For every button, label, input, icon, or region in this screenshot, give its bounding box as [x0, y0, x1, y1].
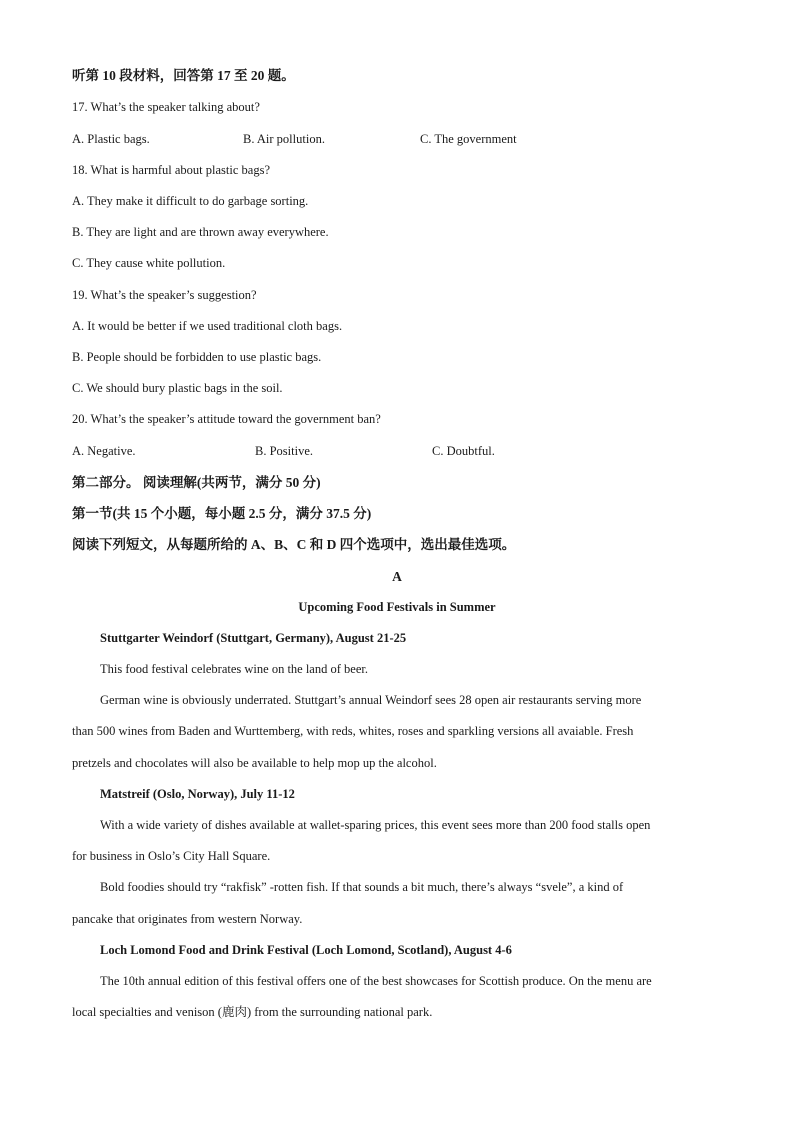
- festival-2-paragraph-2-line-1: Bold foodies should try “rakfisk” -rotten fish. If that sounds a bit much, there’s always “svele”, a kind of: [100, 880, 624, 894]
- festival-3-heading: Loch Lomond Food and Drink Festival (Loch Lomond, Scotland), August 4-6: [100, 943, 512, 957]
- question-17-options: [72, 133, 722, 147]
- question-19-option-c: C. We should bury plastic bags in the soil.: [72, 381, 283, 395]
- question-18-option-a: A. They make it difficult to do garbage sorting.: [72, 194, 309, 208]
- festival-1-paragraph-1: This food festival celebrates wine on the land of beer.: [100, 662, 368, 676]
- festival-2-paragraph-2-line-2: pancake that originates from western Norway.: [72, 912, 303, 926]
- festival-2-paragraph-1-line-2: for business in Oslo’s City Hall Square.: [72, 849, 271, 863]
- festival-3-paragraph-1-line-2: local specialties and venison (鹿肉) from the surrounding national park.: [72, 1005, 433, 1019]
- question-20-stem: 20. What’s the speaker’s attitude toward the government ban?: [72, 412, 381, 426]
- reading-part-heading: 第二部分。 阅读理解(共两节，满分 50 分): [72, 475, 321, 490]
- festival-1-paragraph-2-line-2: than 500 wines from Baden and Wurttemberg, with reds, whites, roses and sparkling versions all avaiable. Fresh: [72, 724, 634, 738]
- question-20-options: [72, 445, 722, 459]
- option-a: A. Negative.: [72, 444, 136, 458]
- option-b: B. Positive.: [255, 444, 313, 458]
- question-19-option-b: B. People should be forbidden to use plastic bags.: [72, 350, 322, 364]
- festival-2-paragraph-1-line-1: With a wide variety of dishes available at wallet-sparing prices, this event sees more than 200 food stalls open: [100, 818, 651, 832]
- listening-section-heading: 听第 10 段材料，回答第 17 至 20 题。: [72, 68, 295, 83]
- festival-3-paragraph-1-line-1: The 10th annual edition of this festival offers one of the best showcases for Scottish produce. On the menu are: [100, 974, 652, 988]
- question-18-option-b: B. They are light and are thrown away everywhere.: [72, 225, 329, 239]
- reading-section-heading: 第一节(共 15 个小题，每小题 2.5 分，满分 37.5 分): [72, 506, 372, 521]
- option-c: C. The government: [420, 132, 517, 146]
- festival-2-heading: Matstreif (Oslo, Norway), July 11-12: [100, 787, 295, 801]
- question-18-option-c: C. They cause white pollution.: [72, 256, 226, 270]
- question-18-stem: 18. What is harmful about plastic bags?: [72, 163, 270, 177]
- festival-1-paragraph-2-line-3: pretzels and chocolates will also be available to help mop up the alcohol.: [72, 756, 437, 770]
- question-19-stem: 19. What’s the speaker’s suggestion?: [72, 288, 257, 302]
- passage-letter: A: [392, 569, 402, 584]
- question-17-stem: 17. What’s the speaker talking about?: [72, 100, 260, 114]
- option-b: B. Air pollution.: [243, 132, 325, 146]
- option-c: C. Doubtful.: [432, 444, 495, 458]
- festival-1-heading: Stuttgarter Weindorf (Stuttgart, Germany), August 21-25: [100, 631, 407, 645]
- option-a: A. Plastic bags.: [72, 132, 150, 146]
- reading-instructions: 阅读下列短文，从每题所给的 A、B、C 和 D 四个选项中，选出最佳选项。: [72, 537, 516, 552]
- question-19-option-a: A. It would be better if we used traditional cloth bags.: [72, 319, 343, 333]
- passage-title: Upcoming Food Festivals in Summer: [298, 600, 496, 614]
- festival-1-paragraph-2-line-1: German wine is obviously underrated. Stuttgart’s annual Weindorf sees 28 open air restaurants serving more: [100, 693, 642, 707]
